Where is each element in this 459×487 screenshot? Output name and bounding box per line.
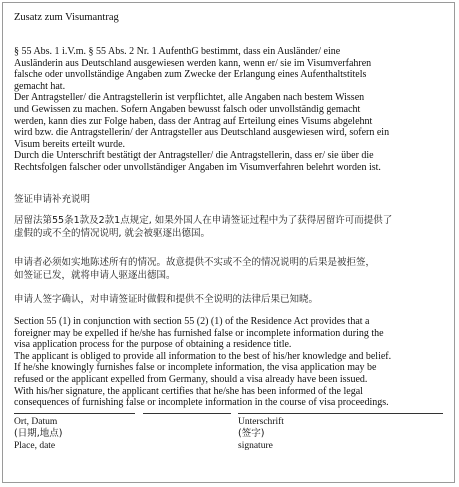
chinese-title: 签证申请补充说明 xyxy=(14,194,91,205)
signature-line[interactable] xyxy=(238,413,443,414)
place-date-label-en: Place, date xyxy=(14,441,56,451)
german-line: falsche oder unvollständige Angaben zum Zwecke der Erlangung eines Aufenthaltstitels xyxy=(14,69,367,81)
document-title: Zusatz zum Visumantrag xyxy=(14,12,119,23)
german-legal-text xyxy=(14,46,450,174)
signature-label xyxy=(238,416,284,452)
english-line: If he/she knowingly furnishes false or incomplete information, the visa application may be xyxy=(14,362,377,374)
english-line: consequences of furnishing false or incomplete information in the course of visa proceedings. xyxy=(14,397,389,409)
signature-label-de: Unterschrift xyxy=(238,417,284,427)
german-line: Ausländerin aus Deutschland ausgewiesen werden kann, wenn er/ sie im Visumverfahren xyxy=(14,57,372,69)
german-line: Durch die Unterschrift bestätigt der Antragsteller/ die Antragstellerin, dass er/ sie über die xyxy=(14,150,374,162)
german-line: Der Antragsteller/ die Antragstellerin ist verpflichtet, alle Angaben nach bestem Wissen xyxy=(14,92,365,104)
english-line: With his/her signature, the applicant certifies that he/she has been informed of the legal xyxy=(14,385,363,397)
english-line: foreigner may be expelled if he/she has furnished false or incomplete information during the xyxy=(14,327,384,339)
chinese-paragraph-2 xyxy=(14,256,375,282)
german-line: gemacht hat. xyxy=(14,80,66,92)
english-line: refused or the applicant expelled from Germany, should a visa already have been issued. xyxy=(14,373,368,385)
german-line: und Gewissen zu machen. Sofern Angaben bewusst falsch oder unvollständig gemacht xyxy=(14,103,361,115)
chinese-line: 申请人签字确认，对申请签证时做假和提供不全说明的法律后果已知晓。 xyxy=(14,294,319,305)
german-line: § 55 Abs. 1 i.V.m. § 55 Abs. 2 Nr. 1 AufenthG bestimmt, dass ein Ausländer/ eine xyxy=(14,46,341,57)
visa-supplement-form xyxy=(2,2,455,483)
german-line: Visum bereits erteilt wurde. xyxy=(14,138,126,150)
place-date-label-de: Ort, Datum xyxy=(14,417,58,427)
chinese-line: 虚假的或不全的情况说明, 就会被驱逐出德国。 xyxy=(14,228,211,239)
place-date-line-extension[interactable] xyxy=(143,413,231,414)
german-line: Rechtsfolgen falscher oder unvollständiger Angaben im Visumverfahren belehrt worden ist. xyxy=(14,161,381,173)
english-line: visa application process for the purpose of obtaining a residence title. xyxy=(14,339,292,351)
place-date-label xyxy=(14,416,62,452)
english-line: Section 55 (1) in conjunction with section 55 (2) (1) of the Residence Act provides that a xyxy=(14,316,370,327)
german-line: werden, kann dies zur Folge haben, dass der Antrag auf Erteilung eines Visums abgelehnt xyxy=(14,115,373,127)
signature-label-zh: (签字) xyxy=(238,428,265,439)
chinese-line: 如签证已发，就将申请人驱逐出德国。 xyxy=(14,270,176,281)
place-date-label-zh: (日期,地点) xyxy=(14,428,63,439)
english-legal-text xyxy=(14,316,450,409)
german-line: wird bzw. die Antragstellerin/ der Antragsteller aus Deutschland ausgewiesen wird, sofern ein xyxy=(14,127,390,139)
chinese-line: 居留法第55条1款及2款1点规定, 如果外国人在申请签证过程中为了获得居留许可而提供了 xyxy=(14,215,393,226)
chinese-paragraph-1 xyxy=(14,214,392,240)
signature-label-en: signature xyxy=(238,441,273,451)
chinese-line: 申请者必须如实地陈述所有的情况。故意提供不实或不全的情况说明的后果是被拒签， xyxy=(14,257,376,268)
chinese-paragraph-3 xyxy=(14,293,318,306)
english-line: The applicant is obliged to provide all information to the best of his/her knowledge and belief. xyxy=(14,350,392,362)
place-date-line[interactable] xyxy=(14,413,135,414)
